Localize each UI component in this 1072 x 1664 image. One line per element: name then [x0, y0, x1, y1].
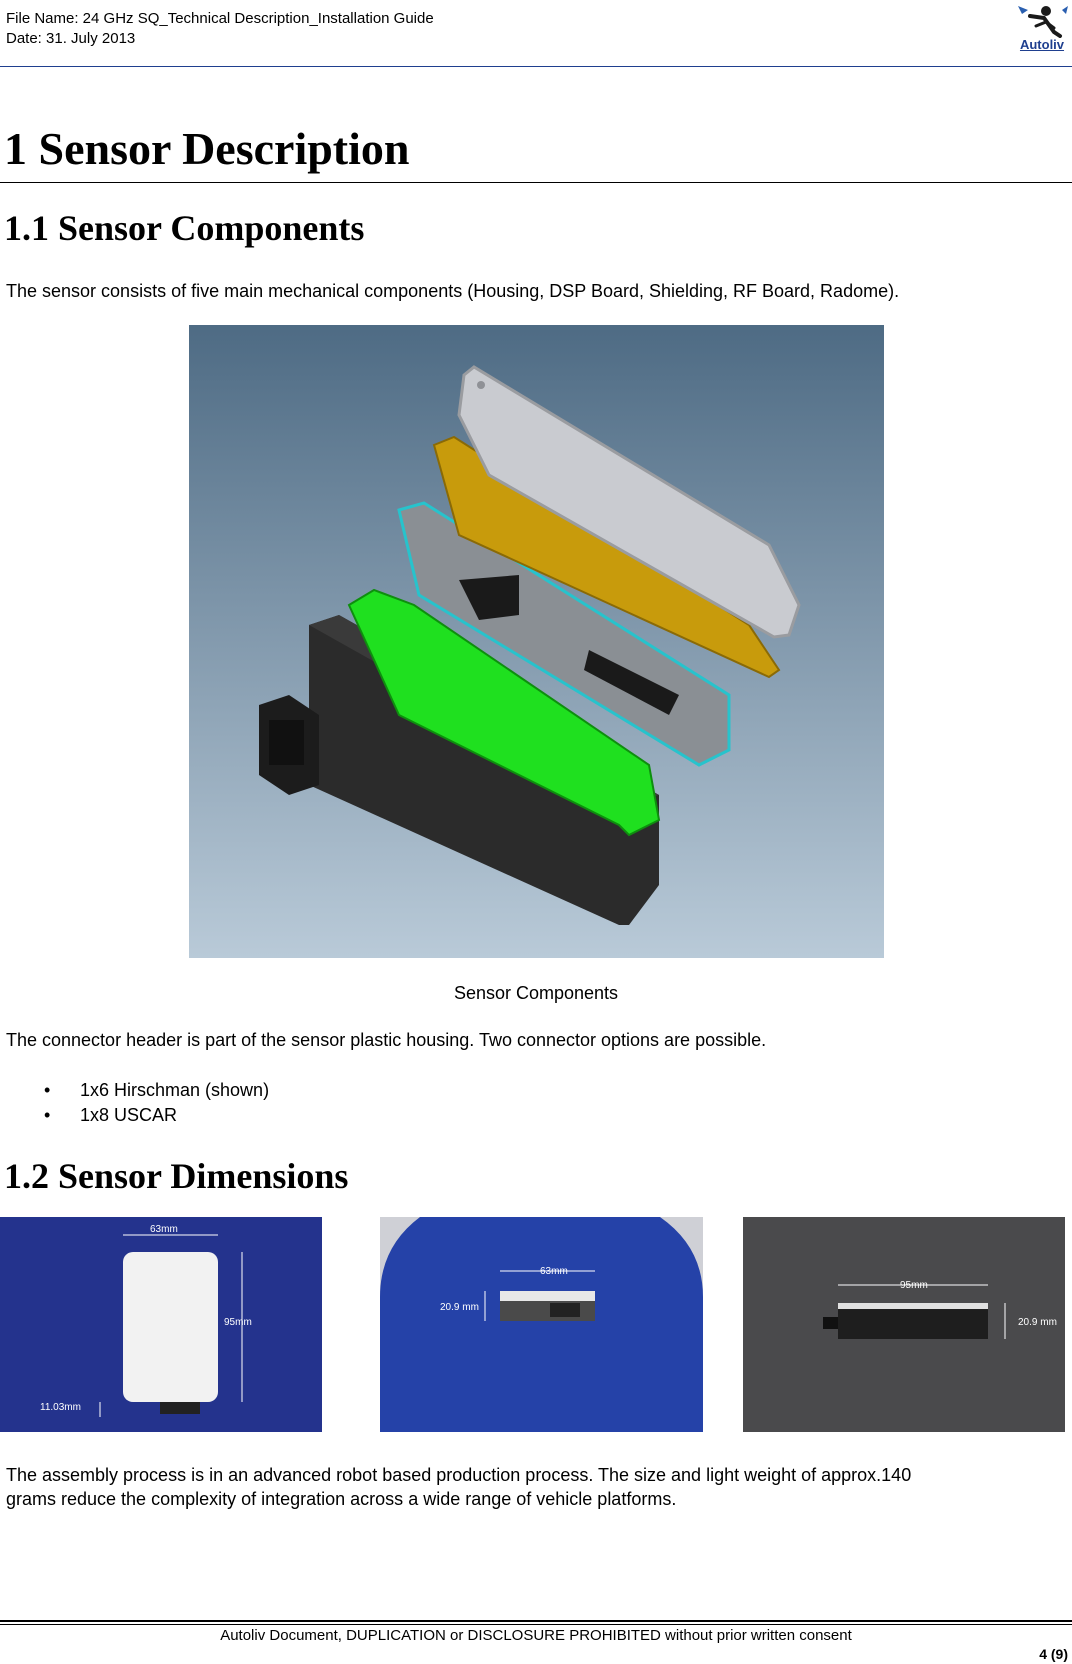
dim-label-height: 95mm	[224, 1317, 252, 1328]
bullet-icon: •	[44, 1080, 51, 1100]
footer-rule-thin	[0, 1624, 1072, 1625]
dim-label-height: 20.9 mm	[440, 1302, 479, 1313]
dim-label-width: 95mm	[900, 1280, 928, 1291]
figure-caption: Sensor Components	[453, 983, 619, 1003]
dimension-photo-side	[743, 1217, 1065, 1432]
header-file-name: File Name: 24 GHz SQ_Technical Description_Installation Guide	[6, 10, 434, 27]
dimensions-paragraph-line1: The assembly process is in an advanced robot based production process. The size and light weight of approx.140	[6, 1465, 912, 1485]
section-title: 1 Sensor Description	[4, 123, 410, 174]
connector-paragraph: The connector header is part of the sensor plastic housing. Two connector options are possible.	[6, 1030, 767, 1050]
dim-label-width: 63mm	[540, 1266, 568, 1277]
dimension-photo-front	[380, 1217, 703, 1432]
bullet-icon: •	[44, 1105, 51, 1125]
logo-text: Autoliv	[1019, 37, 1065, 52]
autoliv-logo	[1014, 2, 1070, 52]
dimension-photo-top	[0, 1217, 322, 1432]
list-item: • 1x6 Hirschman (shown)	[44, 1080, 270, 1100]
header-rule	[0, 66, 1072, 67]
subsection-components-title: 1.1 Sensor Components	[4, 208, 365, 248]
dim-label-offset: 11.03mm	[40, 1402, 81, 1413]
section-title-rule	[0, 182, 1072, 183]
page-number: 4 (9)	[1039, 1646, 1068, 1662]
footer-rule	[0, 1620, 1072, 1622]
sensor-components-figure	[189, 325, 884, 958]
footer-notice: Autoliv Document, DUPLICATION or DISCLOSURE PROHIBITED without prior written consent	[220, 1627, 852, 1644]
header-date: Date: 31. July 2013	[6, 30, 136, 47]
subsection-dimensions-title: 1.2 Sensor Dimensions	[4, 1156, 349, 1196]
list-item: • 1x8 USCAR	[44, 1105, 178, 1125]
dimensions-paragraph-line2: grams reduce the complexity of integration across a wide range of vehicle platforms.	[6, 1489, 677, 1509]
autoliv-logo-mark-icon	[1014, 2, 1070, 38]
components-intro: The sensor consists of five main mechanical components (Housing, DSP Board, Shielding, RF Board, Radome).	[6, 281, 900, 301]
dim-label-width: 63mm	[150, 1224, 178, 1235]
dim-label-height: 20.9 mm	[1018, 1317, 1057, 1328]
